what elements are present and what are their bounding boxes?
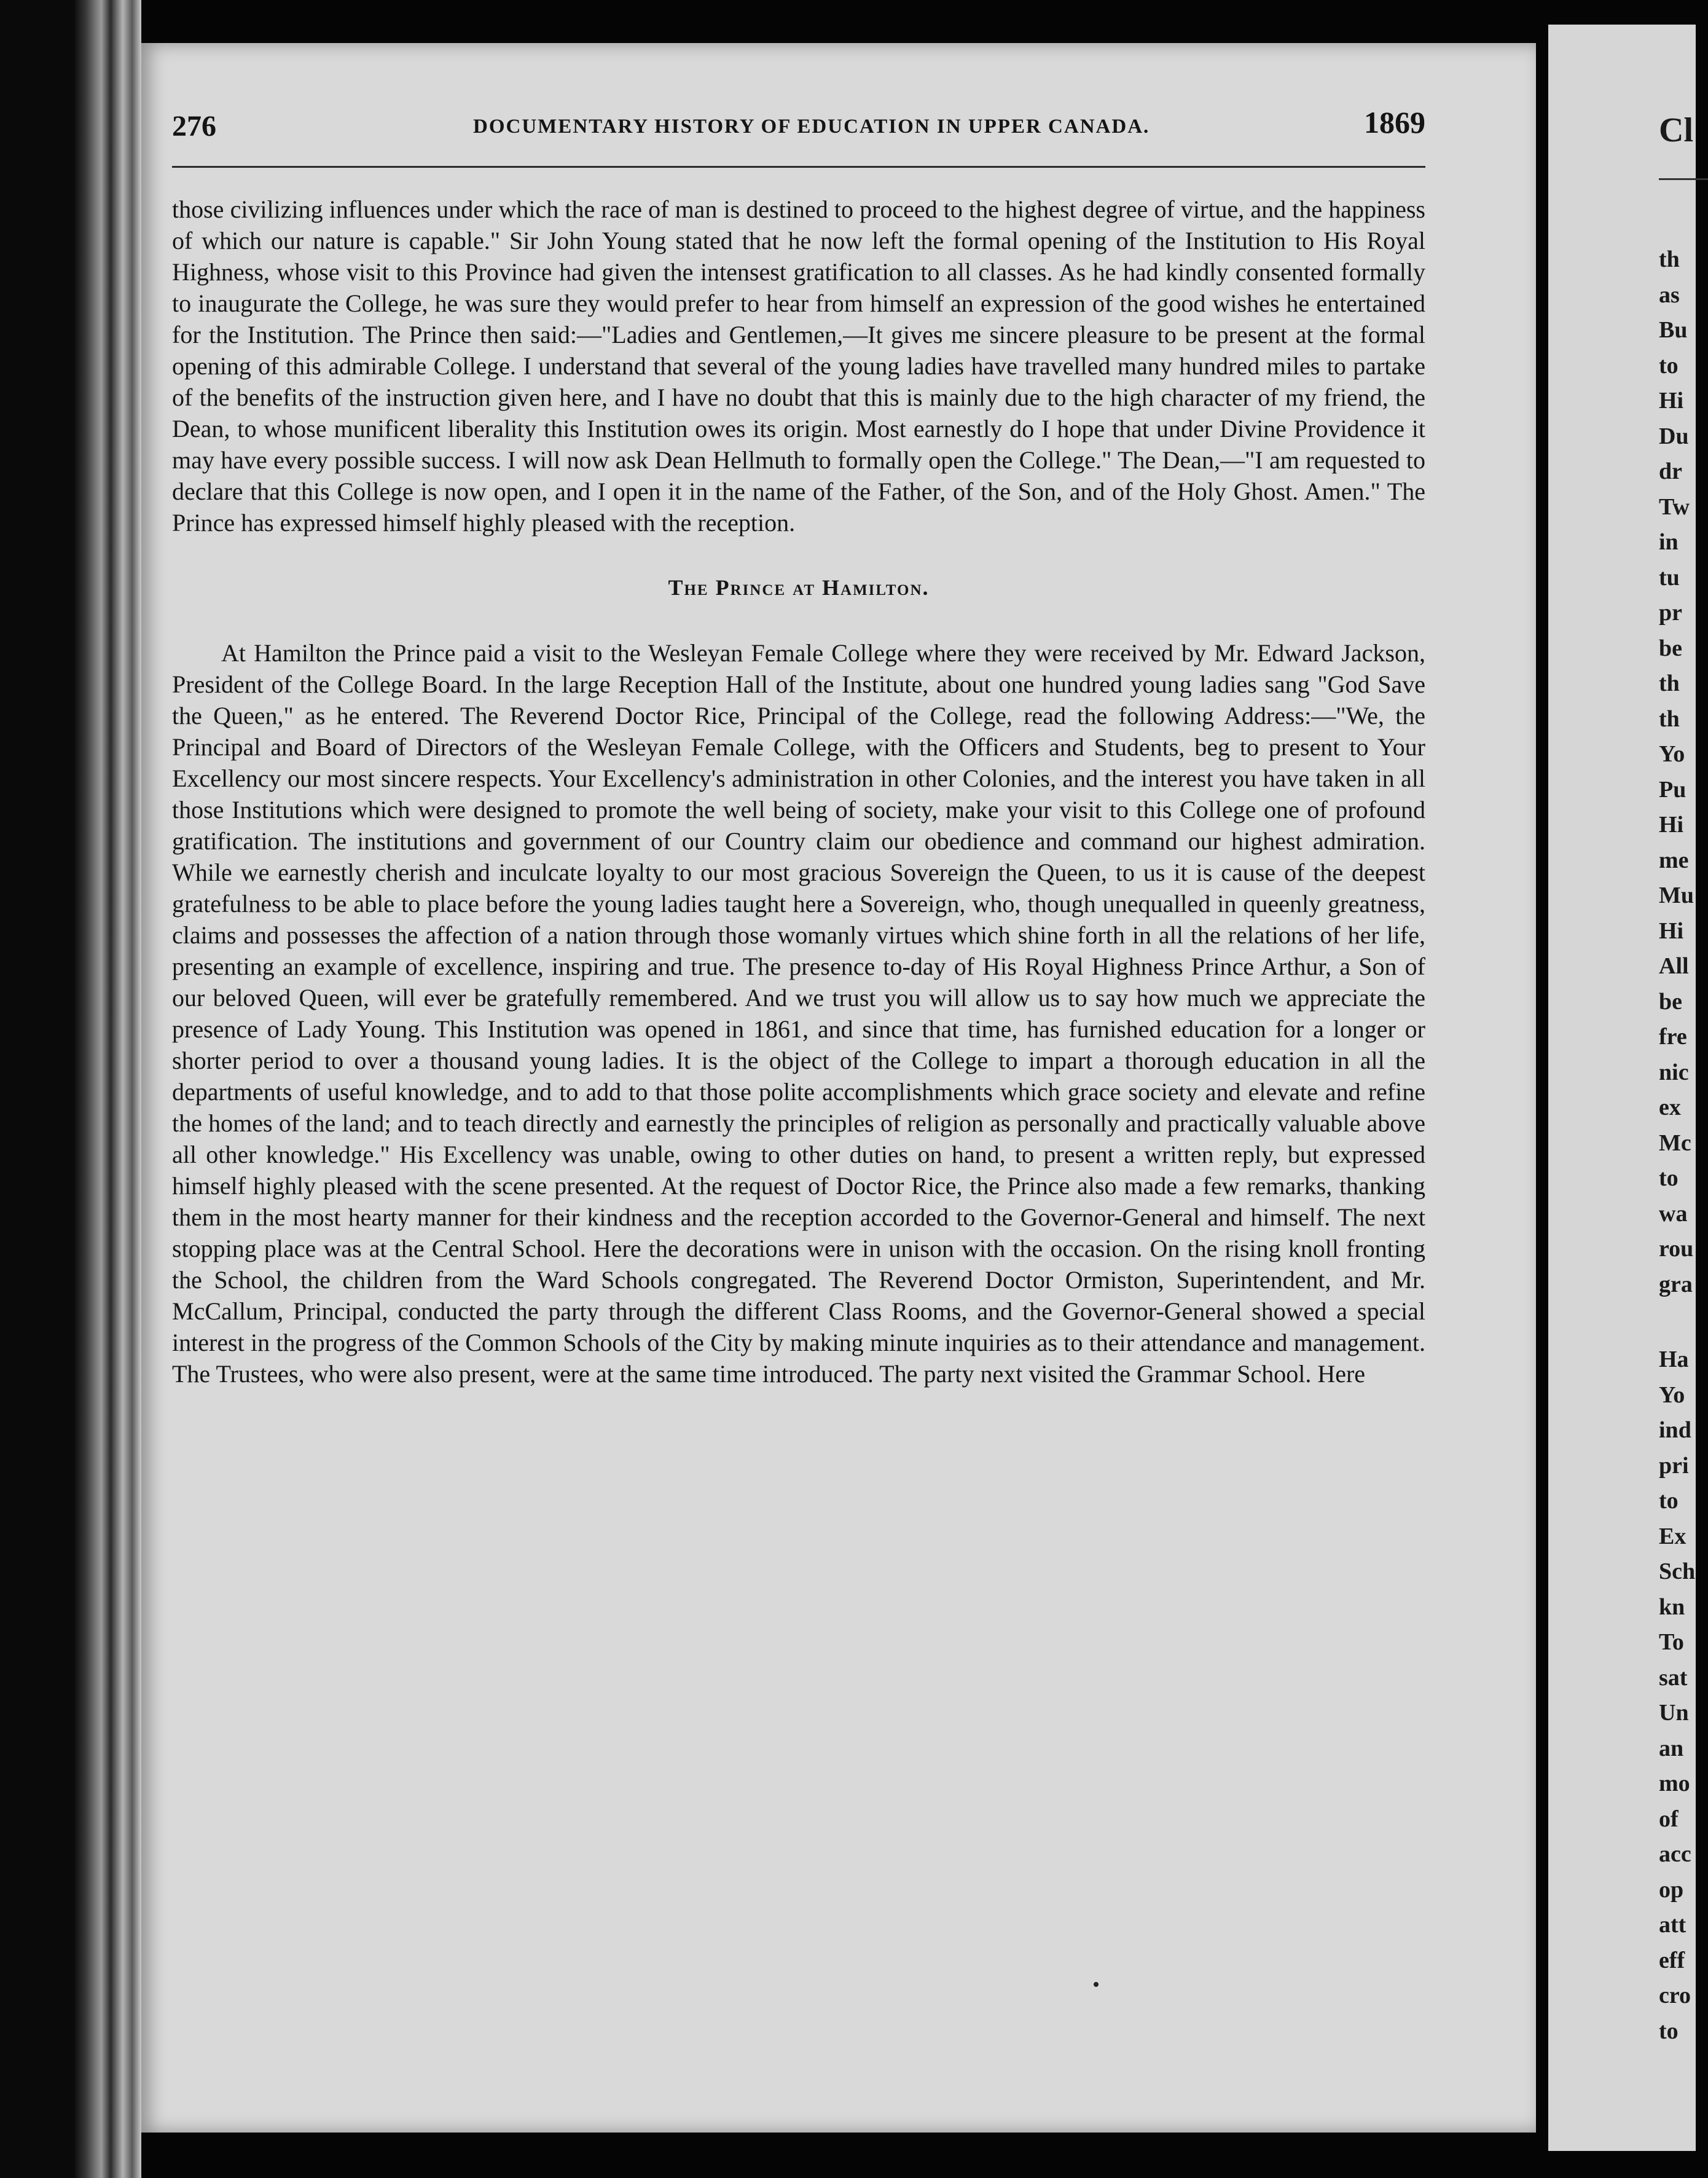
adjacent-page-line-fragment: Mu bbox=[1659, 883, 1694, 908]
adjacent-page-line-fragment: pri bbox=[1659, 1452, 1689, 1479]
adjacent-page-line-fragment: me bbox=[1659, 847, 1689, 873]
adjacent-page-line-fragment: of bbox=[1659, 1806, 1679, 1832]
adjacent-page-line-fragment: To bbox=[1659, 1629, 1684, 1655]
running-head-title: DOCUMENTARY HISTORY OF EDUCATION IN UPPER CANADA. bbox=[473, 116, 1150, 138]
adjacent-page-line-fragment: Pu bbox=[1659, 776, 1686, 803]
adjacent-page-line-fragment: to bbox=[1659, 1165, 1679, 1191]
adjacent-page-line-fragment: Yo bbox=[1659, 741, 1685, 767]
adjacent-page-line-fragment: pr bbox=[1659, 600, 1682, 626]
running-head-year: 1869 bbox=[1364, 105, 1425, 140]
adjacent-page-line-fragment: acc bbox=[1659, 1841, 1691, 1867]
adjacent-page-edge bbox=[1548, 25, 1696, 2151]
adjacent-page-line-fragment: op bbox=[1659, 1876, 1684, 1903]
adjacent-page-line-fragment: All bbox=[1659, 953, 1689, 979]
adjacent-page-line-fragment: Tw bbox=[1659, 493, 1690, 520]
adjacent-page-line-fragment: Hi bbox=[1659, 918, 1684, 944]
adjacent-page-line-fragment: mo bbox=[1659, 1771, 1690, 1796]
page-speck bbox=[1094, 1982, 1099, 1987]
header-rule bbox=[172, 166, 1425, 168]
adjacent-page-line-fragment: Un bbox=[1659, 1700, 1689, 1726]
adjacent-page-line-fragment: to bbox=[1659, 2018, 1679, 2044]
adjacent-page-line-fragment: be bbox=[1659, 988, 1682, 1015]
adjacent-page-line-fragment: rou bbox=[1659, 1236, 1694, 1262]
adjacent-page-line-fragment: Yo bbox=[1659, 1382, 1685, 1408]
adjacent-page-line-fragment: th bbox=[1659, 670, 1680, 696]
adjacent-page-line-fragment: to bbox=[1659, 352, 1679, 379]
adjacent-page-line-fragment: kn bbox=[1659, 1594, 1685, 1620]
adjacent-page-line-fragment: be bbox=[1659, 635, 1682, 661]
adjacent-page-line-fragment: dr bbox=[1659, 458, 1682, 484]
paragraph-prince-at-hamilton: At Hamilton the Prince paid a visit to the Wesleyan Female College where they were received by Mr. Edward Jackson, President of the College Board. In the large Reception Hall of the Institute, about one hundred young ladies sang "God Save the Queen," as he entered. The Reverend Doctor Rice, Principal of the College, read the following Address:—"We, the Principal and Board of Directors of the Wesleyan Female College, with the Officers and Students, beg to present to Your Excellency our most sincere respects. Your Excellency's administration in other Colonies, and the interest you have taken in all those Institutions which were designed to promote the well being of society, make your visit to this College one of profound gratification. The institutions and government of our Country claim our obedience and command our highest admiration. While we earnestly cherish and inculcate loyalty to our most gracious Sovereign the Queen, to us it is cause of the deepest gratefulness to be able to place before the young ladies taught here a Sovereign, who, though unequalled in queenly greatness, claims and possesses the affection of a nation through those womanly virtues which shine forth in all the relations of her life, presenting an example of excellence, inspiring and true. The presence to-day of His Royal Highness Prince Arthur, a Son of our beloved Queen, will ever be gratefully remembered. And we trust you will allow us to say how much we appreciate the presence of Lady Young. This Institution was opened in 1861, and since that time, has furnished education for a longer or shorter period to over a thousand young ladies. It is the object of the College to impart a thorough education in all the departments of useful knowledge, and to add to that those polite accomplishments which grace society and elevate and refine the homes of the land; and to teach directly and earnestly the principles of religion as personally and practically valuable above all other knowledge." His Excellency was unable, owing to other duties on hand, to present a written reply, but expressed himself highly pleased with the scene presented. At the request of Doctor Rice, the Prince also made a few remarks, thanking them in the most hearty manner for their kindness and the reception accorded to the Governor-General and himself. The next stopping place was at the Central School. Here the decorations were in unison with the occasion. On the rising knoll fronting the School, the children from the Ward Schools congregated. The Reverend Doctor Ormiston, Superintendent, and Mr. McCallum, Principal, conducted the party through the different Class Rooms, and the Governor-General showed a special interest in the progress of the Common Schools of the City by making minute inquiries as to their attendance and management. The Trustees, who were also present, were at the same time introduced. The party next visited the Grammar School. Here bbox=[172, 639, 1425, 1388]
adjacent-page-rule bbox=[1659, 178, 1708, 180]
book-binding-edge bbox=[0, 0, 141, 2178]
adjacent-page-line-fragment: eff bbox=[1659, 1947, 1685, 1973]
adjacent-page-line-fragment: nic bbox=[1659, 1059, 1689, 1085]
adjacent-page-line-fragment: to bbox=[1659, 1488, 1679, 1514]
adjacent-page-line-fragment: Ha bbox=[1659, 1347, 1689, 1372]
adjacent-page-line-fragment: Sch bbox=[1659, 1559, 1696, 1584]
adjacent-page-line-fragment: gra bbox=[1659, 1271, 1693, 1297]
adjacent-page-line-fragment: Bu bbox=[1659, 317, 1688, 343]
adjacent-page-line-fragment: an bbox=[1659, 1735, 1684, 1761]
adjacent-page-line-fragment: as bbox=[1659, 281, 1680, 308]
adjacent-page-line-fragment: ind bbox=[1659, 1417, 1691, 1443]
adjacent-page-line-fragment: fre bbox=[1659, 1024, 1687, 1050]
adjacent-page-header-fragment: Cl bbox=[1659, 111, 1693, 149]
running-head bbox=[172, 105, 1425, 152]
adjacent-page-line-fragment: Mc bbox=[1659, 1130, 1691, 1156]
section-heading: The Prince at Hamilton. bbox=[668, 575, 930, 600]
adjacent-page-line-fragment: Hi bbox=[1659, 388, 1684, 414]
paragraph-continued: those civilizing influences under which the race of man is destined to proceed to the highest degree of virtue, and the happiness of which our nature is capable." Sir John Young stated that he now left the formal opening of the Institution to His Royal Highness, whose visit to this Province had given the intensest gratification to all classes. As he had kindly consented formally to inaugurate the College, he was sure they would prefer to hear from himself an expression of the good wishes he entertained for the Institution. The Prince then said:—"Ladies and Gentlemen,—It gives me sincere pleasure to be present at the formal opening of this admirable College. I understand that several of the young ladies have travelled many hundred miles to partake of the benefits of the instruction given here, and I have no doubt that this is mainly due to the high character of my friend, the Dean, to whose munificent liberality this Institution owes its origin. Most earnestly do I hope that under Divine Providence it may have every possible success. I will now ask Dean Hellmuth to formally open the College." The Dean,—"I am requested to declare that this College is now open, and I open it in the name of the Father, of the Son, and of the Holy Ghost. Amen." The Prince has expressed himself highly pleased with the reception. bbox=[172, 195, 1425, 537]
adjacent-page-line-fragment: sat bbox=[1659, 1664, 1688, 1691]
adjacent-page-line-fragment: in bbox=[1659, 529, 1679, 555]
page-number: 276 bbox=[172, 110, 216, 143]
adjacent-page-line-fragment: Ex bbox=[1659, 1523, 1686, 1549]
adjacent-page-line-fragment: wa bbox=[1659, 1200, 1688, 1227]
adjacent-page-line-fragment: Du bbox=[1659, 423, 1689, 449]
adjacent-page-line-fragment: th bbox=[1659, 246, 1680, 272]
adjacent-page-line-fragment: Hi bbox=[1659, 812, 1684, 838]
adjacent-page-line-fragment: ex bbox=[1659, 1095, 1681, 1120]
adjacent-page-line-fragment: att bbox=[1659, 1912, 1686, 1938]
adjacent-page-line-fragment: th bbox=[1659, 706, 1680, 732]
adjacent-page-line-fragment: tu bbox=[1659, 564, 1680, 591]
adjacent-page-line-fragment: cro bbox=[1659, 1983, 1691, 2008]
page-body bbox=[172, 194, 1425, 1390]
